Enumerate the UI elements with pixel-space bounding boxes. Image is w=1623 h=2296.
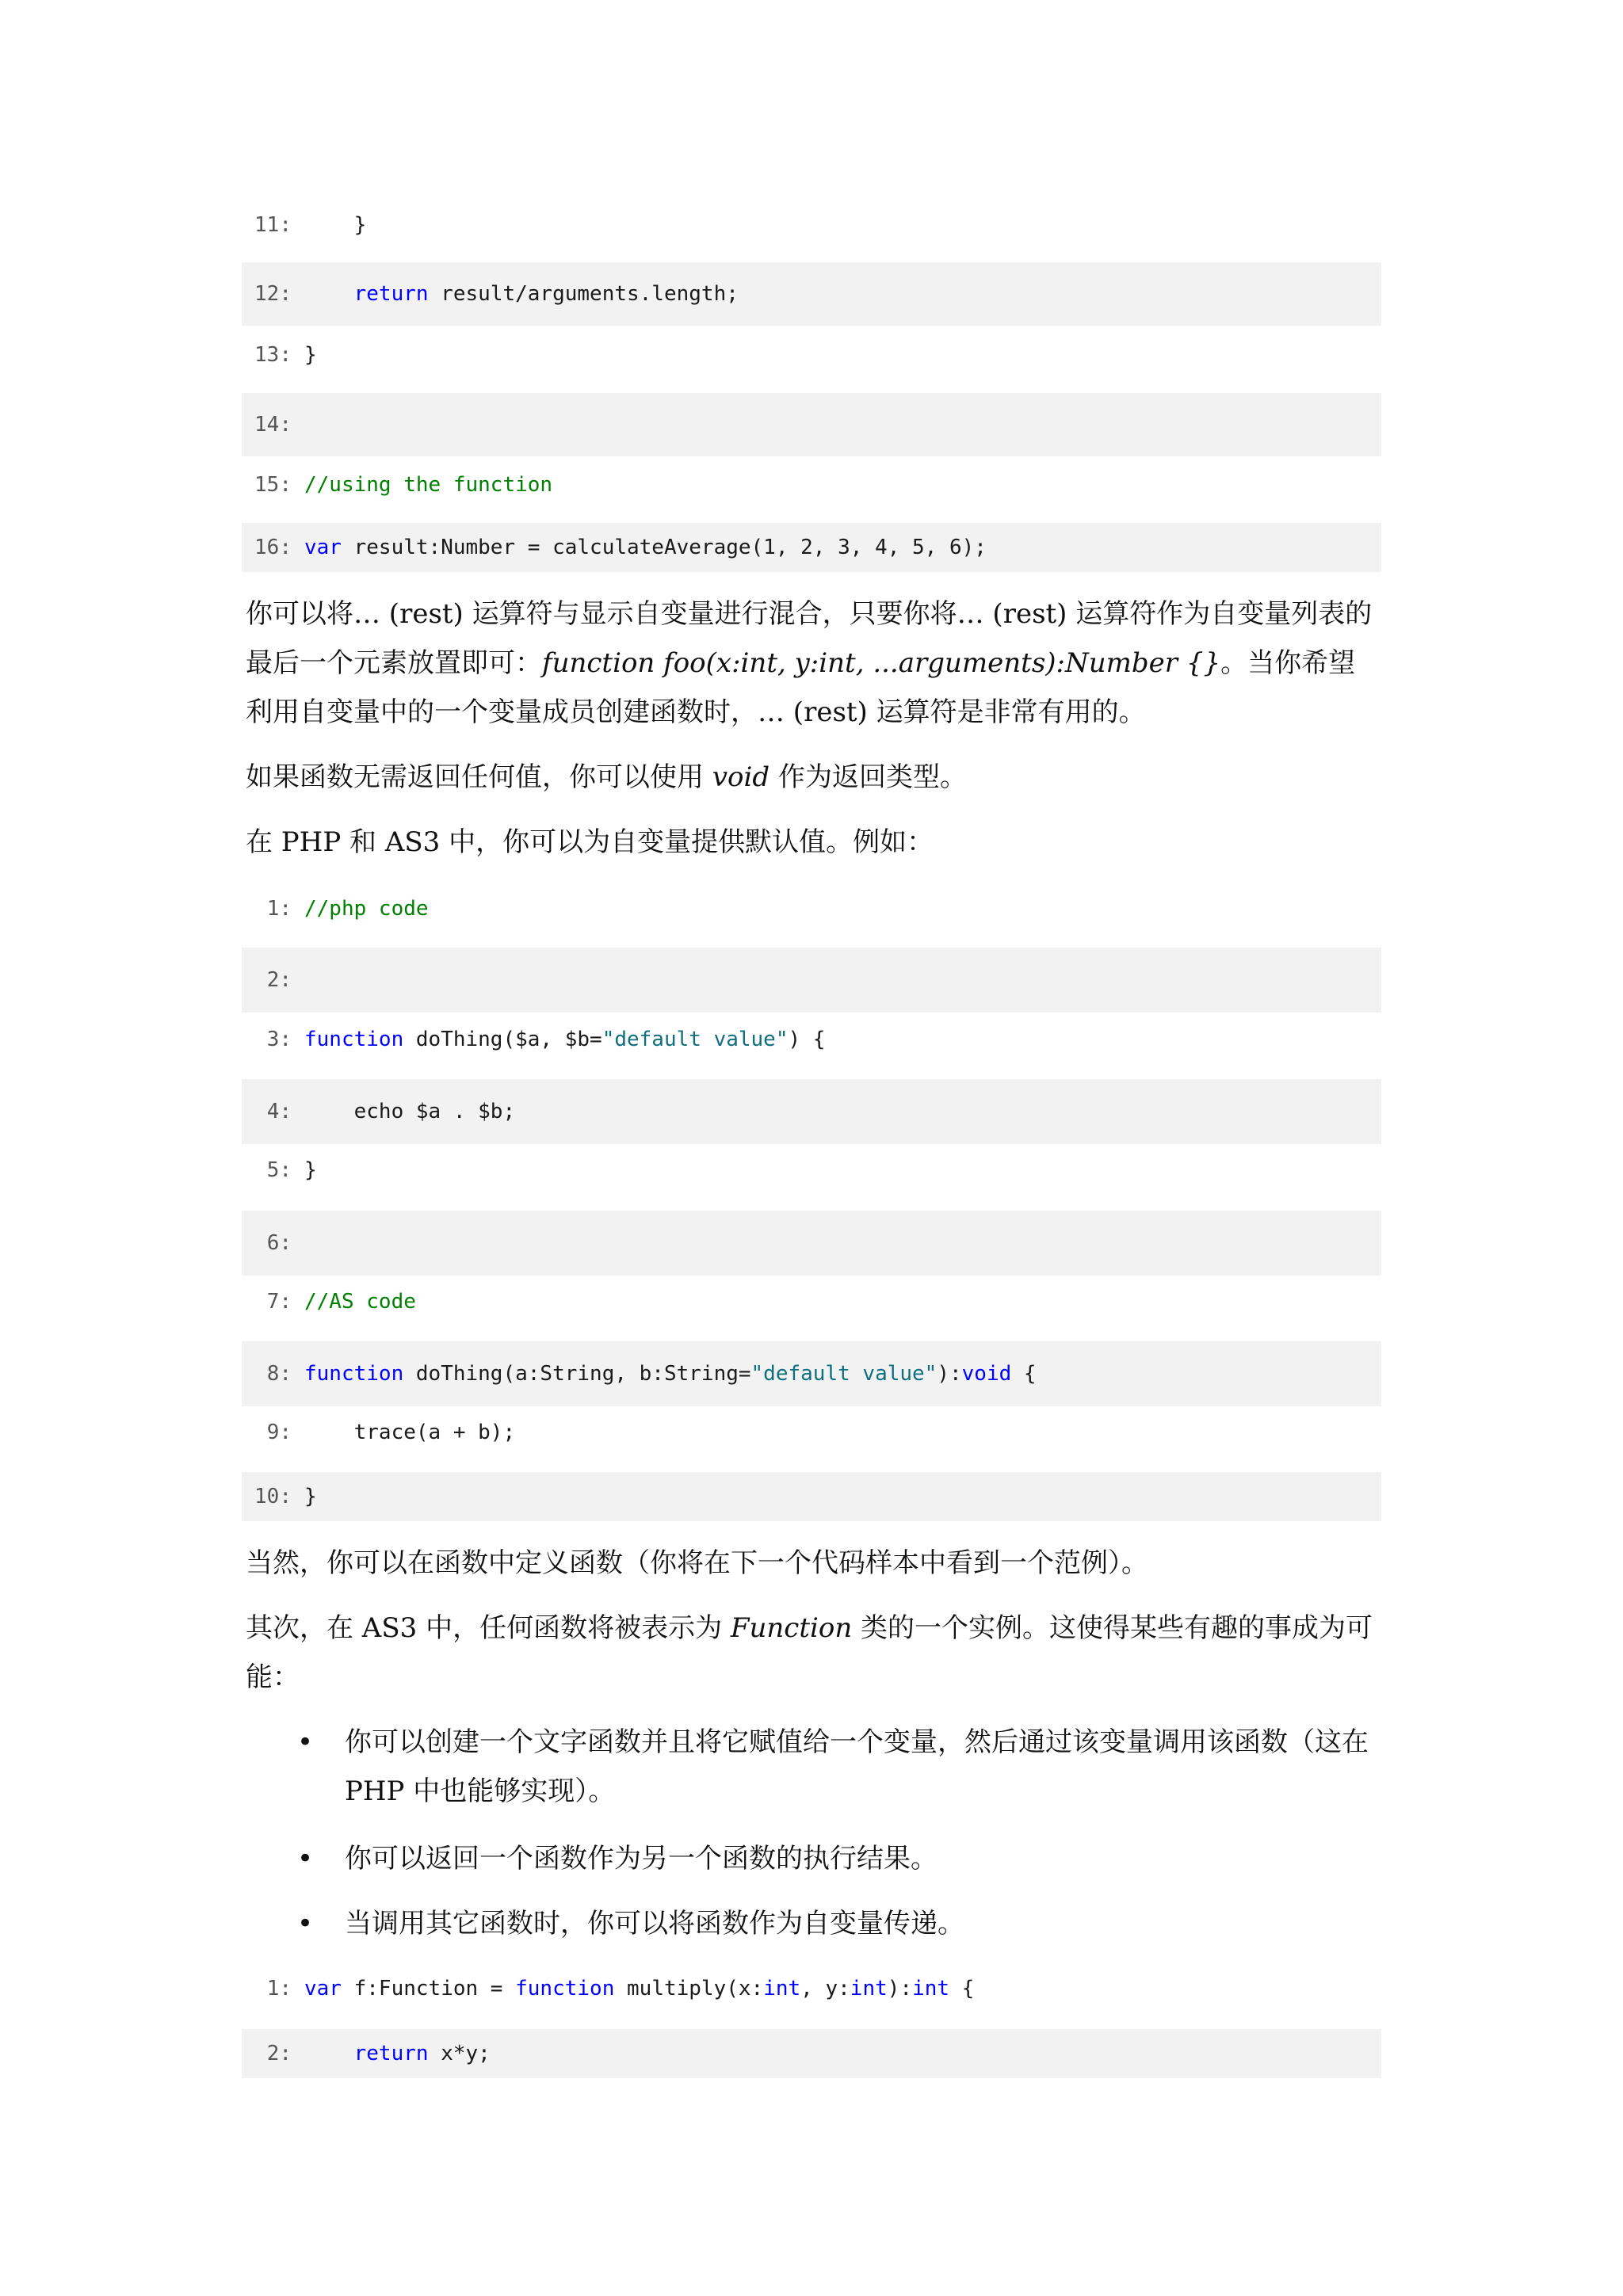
code-token: ): — [937, 1362, 962, 1386]
line-number: 10: — [254, 1485, 292, 1508]
code-token: } — [304, 1158, 317, 1182]
code-line — [242, 1341, 1381, 1406]
code-text — [304, 1485, 317, 1508]
code-line — [242, 1407, 1381, 1458]
code-text — [304, 897, 429, 921]
code-line — [242, 393, 1381, 456]
paragraph-function-class — [246, 1604, 1379, 1702]
code-token: x*y; — [428, 2042, 491, 2065]
code-line — [242, 523, 1381, 572]
code-token: f:Function = — [341, 1977, 516, 2000]
code-keyword: return — [353, 2042, 429, 2065]
code-keyword: int — [850, 1977, 888, 2000]
list-item — [293, 1718, 1379, 1816]
code-text — [304, 1421, 515, 1444]
code-keyword: function — [304, 1028, 404, 1051]
paragraph-text: 其次，在 AS3 中，任何函数将被表示为 — [246, 1612, 731, 1644]
code-keyword: function — [515, 1977, 615, 2000]
code-line — [242, 883, 1381, 934]
list-item-text: 你可以创建一个文字函数并且将它赋值给一个变量，然后通过该变量调用该函数（这在 PHP 中也能够实现）。 — [345, 1726, 1369, 1807]
code-line — [242, 1014, 1381, 1065]
bullet-icon: • — [296, 1908, 314, 1939]
code-string: "default value" — [750, 1362, 938, 1386]
paragraph-italic-code: Function — [730, 1612, 853, 1644]
line-number: 9: — [266, 1421, 292, 1444]
code-text — [304, 1158, 317, 1182]
code-keyword: return — [353, 282, 429, 306]
code-line — [242, 1472, 1381, 1521]
list-item — [293, 1899, 1379, 1948]
code-keyword: void — [961, 1362, 1012, 1386]
code-token: } — [304, 1485, 317, 1508]
code-keyword: function — [304, 1362, 404, 1386]
code-line — [242, 948, 1381, 1013]
code-line — [242, 2029, 1381, 2078]
code-text — [304, 1100, 515, 1123]
code-text — [304, 343, 317, 367]
code-token: ) { — [788, 1028, 826, 1051]
code-text — [304, 213, 366, 237]
code-line — [242, 200, 1381, 250]
line-number: 4: — [266, 1100, 292, 1123]
code-token: result/arguments.length; — [428, 282, 739, 306]
code-line — [242, 1079, 1381, 1144]
code-string: "default value" — [601, 1028, 789, 1051]
code-line — [242, 262, 1381, 326]
code-token: ): — [887, 1977, 913, 2000]
code-line — [242, 1963, 1381, 2014]
list-item-text: 当调用其它函数时，你可以将函数作为自变量传递。 — [345, 1908, 964, 1939]
line-number: 16: — [254, 536, 292, 559]
code-comment: //AS code — [304, 1290, 416, 1314]
code-token — [304, 2042, 354, 2065]
code-line — [242, 1276, 1381, 1327]
paragraph-italic-code: void — [712, 761, 770, 793]
line-number: 2: — [266, 968, 292, 992]
line-number: 11: — [254, 213, 292, 237]
code-comment: //using the function — [304, 473, 553, 497]
line-number: 5: — [266, 1158, 292, 1182]
paragraph-text: 如果函数无需返回任何值，你可以使用 — [246, 761, 712, 793]
code-token: trace(a + b); — [304, 1421, 516, 1444]
code-keyword: var — [304, 1977, 342, 2000]
code-token — [304, 282, 354, 306]
code-line — [242, 460, 1381, 510]
code-text — [304, 1028, 825, 1051]
code-token: } — [304, 213, 367, 237]
line-number: 3: — [266, 1028, 292, 1051]
code-text — [304, 1977, 974, 2000]
paragraph-italic-code: function foo(x:int, y:int, ...arguments):Number {} — [542, 647, 1221, 679]
code-token: , y: — [800, 1977, 850, 2000]
line-number: 8: — [266, 1362, 292, 1386]
code-keyword: int — [763, 1977, 801, 2000]
line-number: 6: — [266, 1231, 292, 1255]
bullet-icon: • — [296, 1726, 314, 1758]
code-line — [242, 1145, 1381, 1196]
list-item — [293, 1834, 1379, 1883]
paragraph-text: 。当你希望利用自变量中的一个变量成员创建函数时，… (rest) 运算符是非常有用的。 — [246, 647, 1356, 728]
line-number: 12: — [254, 282, 292, 306]
code-text — [304, 473, 552, 497]
paragraph-nested-functions: 当然，你可以在函数中定义函数（你将在下一个代码样本中看到一个范例）。 — [246, 1547, 1148, 1579]
paragraph-text: 你可以将… (rest) 运算符与显示自变量进行混合，只要你将… (rest) 运算符作为自变量列表的最后一个元素放置即可： — [246, 598, 1373, 679]
line-number: 1: — [266, 1977, 292, 2000]
line-number: 7: — [266, 1290, 292, 1314]
code-comment: //php code — [304, 897, 429, 921]
line-number: 15: — [254, 473, 292, 497]
list-item-text: 你可以返回一个函数作为另一个函数的执行结果。 — [345, 1843, 938, 1875]
paragraph-text: 类的一个实例。这使得某些有趣的事成为可能： — [246, 1612, 1373, 1693]
bullet-icon: • — [296, 1843, 314, 1875]
line-number: 1: — [266, 897, 292, 921]
code-token: echo $a . $b; — [304, 1100, 516, 1123]
paragraph-rest-operator — [246, 589, 1379, 737]
line-number: 13: — [254, 343, 292, 367]
paragraph-text: 作为返回类型。 — [769, 761, 967, 793]
code-token: { — [949, 1977, 975, 2000]
code-line — [242, 1211, 1381, 1276]
code-text — [304, 282, 739, 306]
code-token: multiply(x: — [614, 1977, 764, 2000]
code-token: doThing($a, $b= — [403, 1028, 602, 1051]
code-token: result:Number = calculateAverage(1, 2, 3, 4, 5, 6); — [341, 536, 987, 559]
code-keyword: int — [912, 1977, 950, 2000]
code-token: doThing(a:String, b:String= — [403, 1362, 751, 1386]
paragraph-defaults: 在 PHP 和 AS3 中，你可以为自变量提供默认值。例如： — [246, 826, 934, 858]
code-text — [304, 2042, 491, 2065]
code-line — [242, 330, 1381, 380]
code-text — [304, 536, 987, 559]
code-keyword: var — [304, 536, 342, 559]
paragraph-void — [246, 753, 1379, 802]
line-number: 2: — [266, 2042, 292, 2065]
code-text — [304, 1362, 1037, 1386]
line-number: 14: — [254, 413, 292, 437]
code-token: { — [1011, 1362, 1037, 1386]
code-text — [304, 1290, 416, 1314]
code-token: } — [304, 343, 317, 367]
